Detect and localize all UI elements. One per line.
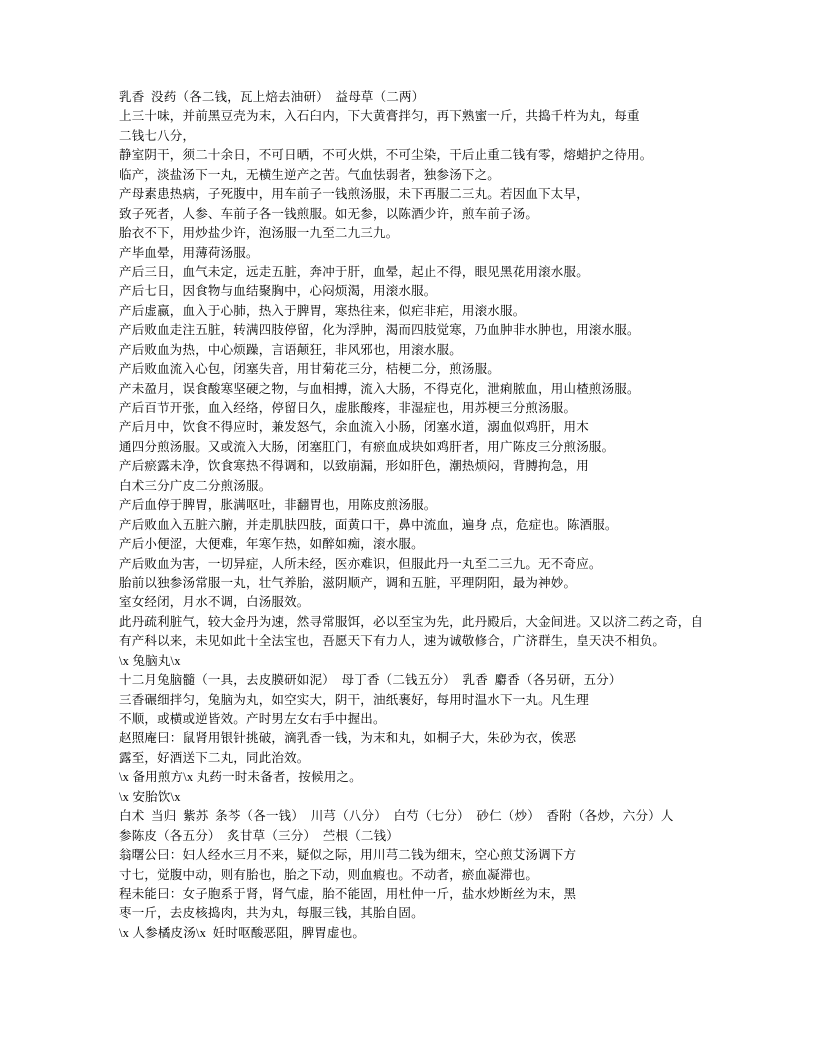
text-line: 乳香 没药（各二钱，瓦上焙去油研） 益母草（二两） xyxy=(119,90,425,104)
text-line: 室女经闭，月水不调，白汤服效。 xyxy=(119,595,310,610)
text-line: 产后血停于脾胃，胀满呕吐，非翻胃也，用陈皮煎汤服。 xyxy=(119,498,437,513)
text-line: 胎衣不下，用炒盐少许，泡汤服一九至二九三九。 xyxy=(119,226,399,241)
text-line: 产后瘀露未净，饮食寒热不得调和，以致崩漏，形如肝色，潮热烦闷，背膊拘急，用 xyxy=(119,459,589,474)
text-line: 十二月兔脑髓（一具，去皮膜研如泥） 母丁香（二钱五分） 乳香 麝香（各另研，五分） xyxy=(119,673,622,688)
text-line: 产母素患热病，子死腹中，用车前子一钱煎汤服，未下再服二三丸。若因血下太早， xyxy=(119,187,589,202)
text-line: 产未盈月，误食酸寒坚硬之物，与血相搏，流入大肠，不得克化，泄痢脓血，用山楂煎汤服。 xyxy=(119,381,640,396)
text-line: 通四分煎汤服。又或流入大肠，闭塞肛门，有瘀血成块如鸡肝者，用广陈皮三分煎汤服。 xyxy=(119,439,615,454)
text-line: 产后百节开张，血入经络，停留日久，虚胀酸疼，非湿症也，用苏梗三分煎汤服。 xyxy=(119,401,577,415)
text-line: 临产，淡盐汤下一丸，无横生逆产之苦。气血怯弱者，独参汤下之。 xyxy=(119,167,501,182)
text-line: 程未能曰：女子胞系于肾，肾气虚，胎不能固，用杜仲一斤，盐水炒断丝为末，黑 xyxy=(119,886,577,901)
text-line: 此丹疏利脏气，较大金丹为速，然寻常服饵，必以至宝为先，此丹殿后，大金间进。又以济二药之奇，自 xyxy=(119,614,704,629)
text-line: 产后七日，因食物与血结聚胸中，心闷烦渴，用滚水服。 xyxy=(119,284,437,299)
text-line: 不顺，或横或逆皆效。产时男左女右手中握出。 xyxy=(119,712,386,726)
text-line: 白术三分广皮二分煎汤服。 xyxy=(119,478,272,493)
text-line: 露至，好酒送下二丸，同此治效。 xyxy=(119,750,310,765)
text-line: 产后月中，饮食不得应时，兼发怒气，余血流入小肠，闭塞水道，溺血似鸡肝，用木 xyxy=(119,420,589,435)
text-line: 枣一斤，去皮核捣肉，共为丸，每服三钱，其胎自固。 xyxy=(119,906,424,921)
text-line: 产后败血流入心包，闭塞失音，用甘菊花三分，桔梗二分，煎汤服。 xyxy=(119,362,501,377)
text-line: 三香碾细拌匀，兔脑为丸，如空实大，阴干，油纸裹好，每用时温水下一丸。凡生理 xyxy=(119,692,589,707)
text-line: 上三十味，并前黑豆壳为末，入石臼内，下大黄膏拌匀，再下熟蜜一斤，共捣千杵为丸，每重 xyxy=(119,109,640,124)
text-line: 参陈皮（各五分） 炙甘草（三分） 苎根（二钱） xyxy=(119,828,400,843)
text-line: 产后败血为热，中心烦躁，言语颠狂，非风邪也，用滚水服。 xyxy=(119,342,462,357)
text-line: 产后虚嬴，血入于心肺，热入于脾胃，寒热往来，似疟非疟，用滚水服。 xyxy=(119,303,526,318)
text-line: 产后败血入五脏六腑，并走肌肤四肢，面黄口干，鼻中流血，遍身 点，危症也。陈酒服。 xyxy=(119,517,618,532)
text-line: 有产科以来，未见如此十全法宝也，吾愿天下有力人，速为诚敬修合，广济群生，皇天决不相负。 xyxy=(119,634,666,649)
text-line: 产后败血为害，一切异症，人所未经，医亦难识，但服此丹一丸至二三九。无不奇应。 xyxy=(119,556,602,571)
text-line: 产后小便涩，大便难，年寒乍热，如醉如痴，滚水服。 xyxy=(119,537,424,552)
text-line: 赵照庵曰：鼠肾用银针挑破，滴乳香一钱，为末和丸，如桐子大，朱砂为衣，俟恶 xyxy=(119,731,577,746)
text-line: 二钱七八分， xyxy=(119,128,196,143)
text-line: \x 人参橘皮汤\x 妊时呕酸恶阻，脾胃虚也。 xyxy=(119,925,366,940)
text-line: \x 备用煎方\x 丸药一时未备者，按候用之。 xyxy=(119,770,362,785)
text-line: 白术 当归 紫苏 条芩（各一钱） 川芎（八分） 白芍（七分） 砂仁（炒） 香附（各炒，六分）人 xyxy=(119,809,674,824)
text-line: 产后三日，血气未定，远走五脏，奔冲于肝，血晕，起止不得，眼见黑花用滚水服。 xyxy=(119,264,589,279)
text-line: \x 兔脑丸\x xyxy=(119,653,181,668)
text-line: 胎前以独参汤常服一丸，壮气养胎，滋阴顺产，调和五脏，平理阴阳，最为神妙。 xyxy=(119,575,577,590)
text-line: 产毕血晕，用薄荷汤服。 xyxy=(119,245,259,260)
text-line: 产后败血走注五脏，转满四肢停留，化为浮肿，渴而四肢觉寒，乃血肿非水肿也，用滚水服。 xyxy=(119,323,640,338)
text-line: 翁曙公曰：妇人经水三月不来，疑似之际，用川芎二钱为细末，空心煎艾汤调下方 xyxy=(119,848,577,863)
document-body xyxy=(119,88,756,943)
text-line: 静室阴干，须二十余日，不可日晒，不可火烘，不可尘染，干后止重二钱有零，熔蜡护之待用。 xyxy=(119,148,653,163)
text-line: \x 安胎饮\x xyxy=(119,789,181,804)
text-line: 寸七，觉腹中动，则有胎也，胎之下动，则血瘕也。不动者，瘀血凝滞也。 xyxy=(119,867,539,882)
text-line: 致子死者，人参、车前子各一钱煎服。如无参，以陈酒少许，煎车前子汤。 xyxy=(119,206,539,221)
